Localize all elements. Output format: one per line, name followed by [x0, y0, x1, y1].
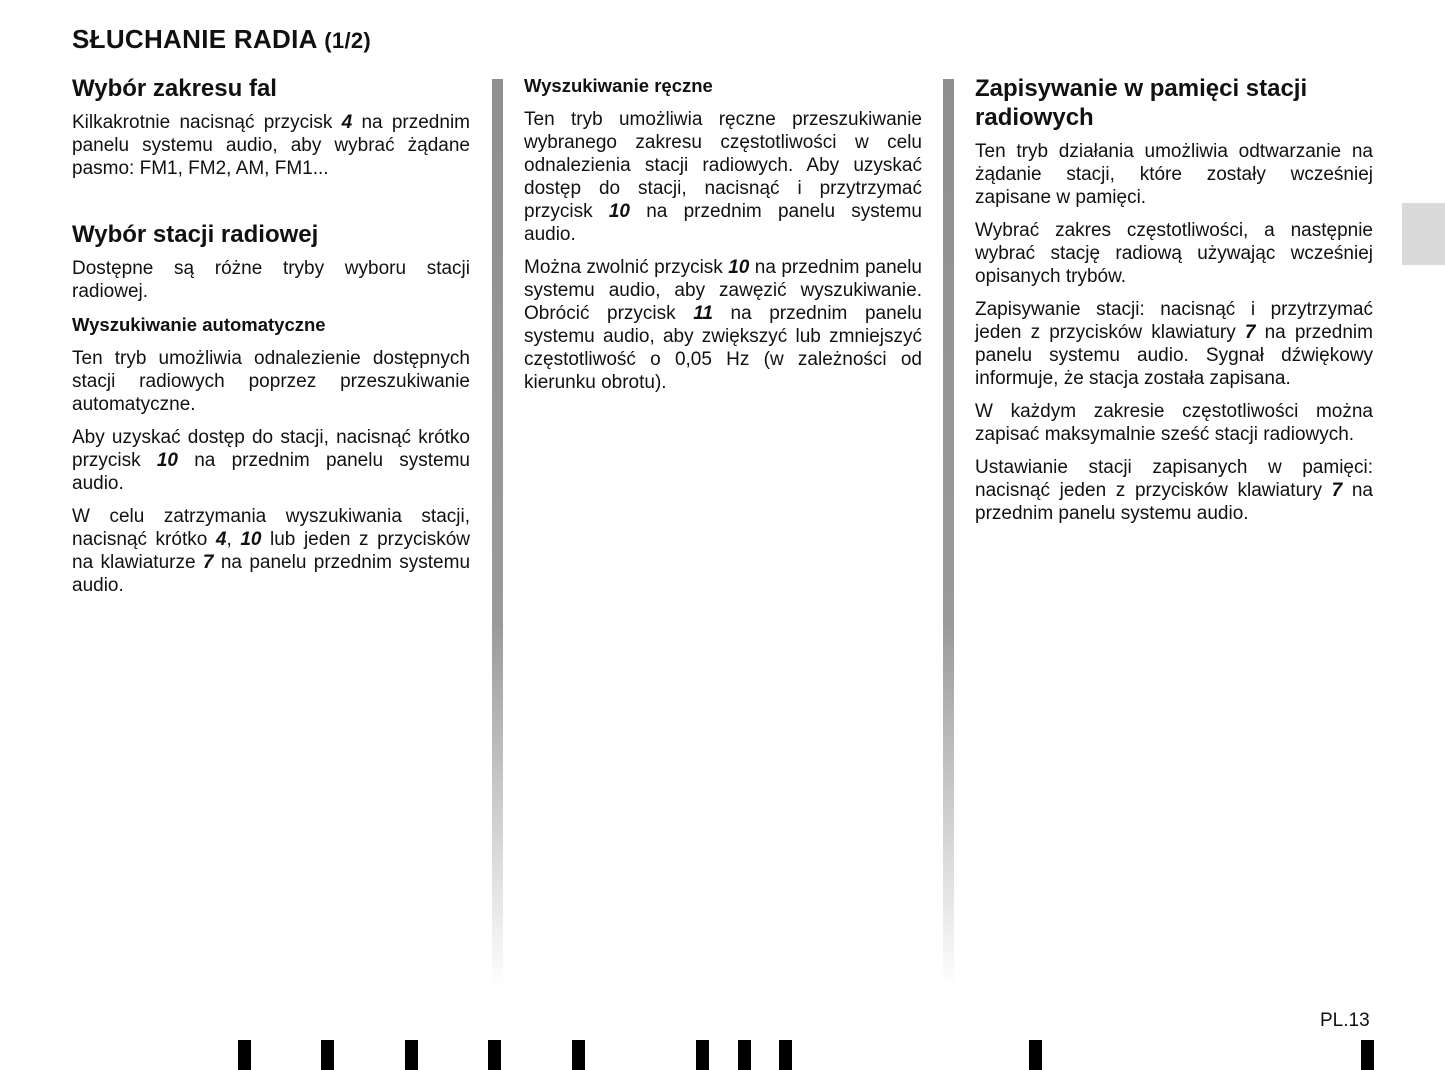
column-divider [492, 79, 503, 989]
button-number: 10 [240, 529, 262, 550]
section-heading: Wybór zakresu fal [72, 75, 277, 102]
text-run: na przednim panelu systemu audio. [975, 480, 1373, 524]
crop-mark [572, 1040, 585, 1070]
text-run: na przednim panelu systemu audio, aby zawęzić wyszukiwanie. Obrócić przycisk [524, 257, 922, 324]
paragraph [975, 140, 1373, 209]
paragraph [524, 108, 922, 246]
text-run: na przednim panelu systemu audio. Sygnał dźwiękowy informuje, że stacja została zapisana. [975, 322, 1373, 389]
column-3 [975, 74, 1373, 535]
crop-mark [321, 1040, 334, 1070]
button-number: 7 [202, 552, 214, 573]
text-run: na panelu przednim systemu audio. [72, 552, 471, 596]
page-title [72, 24, 371, 55]
text-run: Ustawianie stacji zapisanych w pamięci: nacisnąć jeden z przycisków klawiatury [975, 457, 1373, 501]
text-run: W celu zatrzymania wyszukiwania stacji, nacisnąć krótko [72, 506, 470, 550]
crop-mark [405, 1040, 418, 1070]
paragraph [975, 456, 1373, 525]
button-number: 7 [1331, 480, 1343, 501]
text-run: Ten tryb działania umożliwia odtwarzanie na żądanie stacji, które zostały wcześniej zapisane w pamięci. [975, 141, 1373, 208]
button-number: 4 [341, 112, 353, 133]
section-tab [1402, 203, 1445, 265]
crop-mark [738, 1040, 751, 1070]
paragraph [72, 505, 470, 597]
text-run: na przednim panelu systemu audio, aby zwiększyć lub zmniejszyć częstotliwość o 0,05 Hz (w zależności od kierunku obrotu). [524, 303, 922, 393]
crop-mark [1361, 1040, 1374, 1070]
section-heading: Zapisywanie w pamięci stacji radiowych [975, 75, 1308, 131]
text-run: Można zwolnić przycisk [524, 257, 729, 278]
section-heading: Wyszukiwanie ręczne [524, 75, 713, 96]
column-1 [72, 74, 470, 607]
paragraph [975, 400, 1373, 446]
section-heading: Wybór stacji radiowej [72, 221, 319, 248]
page-number: PL.13 [1320, 1010, 1370, 1031]
button-number: 10 [608, 201, 630, 222]
crop-mark [488, 1040, 501, 1070]
crop-mark [238, 1040, 251, 1070]
paragraph [975, 298, 1373, 390]
text-run: , [226, 529, 241, 550]
text-run: na przednim panelu systemu audio, aby wybrać żądane pasmo: FM1, FM2, AM, FM1... [72, 112, 470, 179]
column-divider [943, 79, 954, 989]
crop-mark [779, 1040, 792, 1070]
button-number: 10 [728, 257, 750, 278]
paragraph [524, 256, 922, 394]
text-run: W każdym zakresie częstotliwości można zapisać maksymalnie sześć stacji radiowych. [975, 401, 1373, 445]
crop-mark [696, 1040, 709, 1070]
button-number: 4 [215, 529, 227, 550]
text-run: Zapisywanie stacji: nacisnąć i przytrzymać jeden z przycisków klawiatury [975, 299, 1373, 343]
paragraph [975, 219, 1373, 288]
button-number: 7 [1244, 322, 1256, 343]
paragraph [72, 257, 470, 303]
text-run: Ten tryb umożliwia ręczne przeszukiwanie wybranego zakresu częstotliwości w celu odnalezienia stacji radiowych. Aby uzyskać dostęp do stacji, nacisnąć i przytrzymać przycisk [524, 109, 922, 222]
button-number: 11 [693, 303, 713, 324]
text-run: Ten tryb umożliwia odnalezienie dostępnych stacji radiowych poprzez przeszukiwanie automatyczne. [72, 348, 470, 415]
spacer [72, 190, 470, 220]
crop-mark [1029, 1040, 1042, 1070]
button-number: 10 [156, 450, 178, 471]
title-part: (1/2) [324, 28, 372, 53]
title-main: SŁUCHANIE RADIA [72, 24, 317, 54]
text-run: lub jeden z przycisków na klawiaturze [72, 529, 470, 573]
section-heading: Wyszukiwanie automatyczne [72, 314, 326, 335]
text-run: Aby uzyskać dostęp do stacji, nacisnąć krótko przycisk [72, 427, 470, 471]
text-run: na przednim panelu systemu audio. [72, 450, 470, 494]
text-run: Kilkakrotnie nacisnąć przycisk [72, 112, 342, 133]
paragraph [72, 111, 470, 180]
text-run: Wybrać zakres częstotliwości, a następnie wybrać stację radiową używając wcześniej opisanych trybów. [975, 220, 1373, 287]
paragraph [72, 347, 470, 416]
text-run: Dostępne są różne tryby wyboru stacji radiowej. [72, 258, 470, 302]
column-2 [524, 74, 922, 404]
text-run: na przednim panelu systemu audio. [524, 201, 922, 245]
paragraph [72, 426, 470, 495]
